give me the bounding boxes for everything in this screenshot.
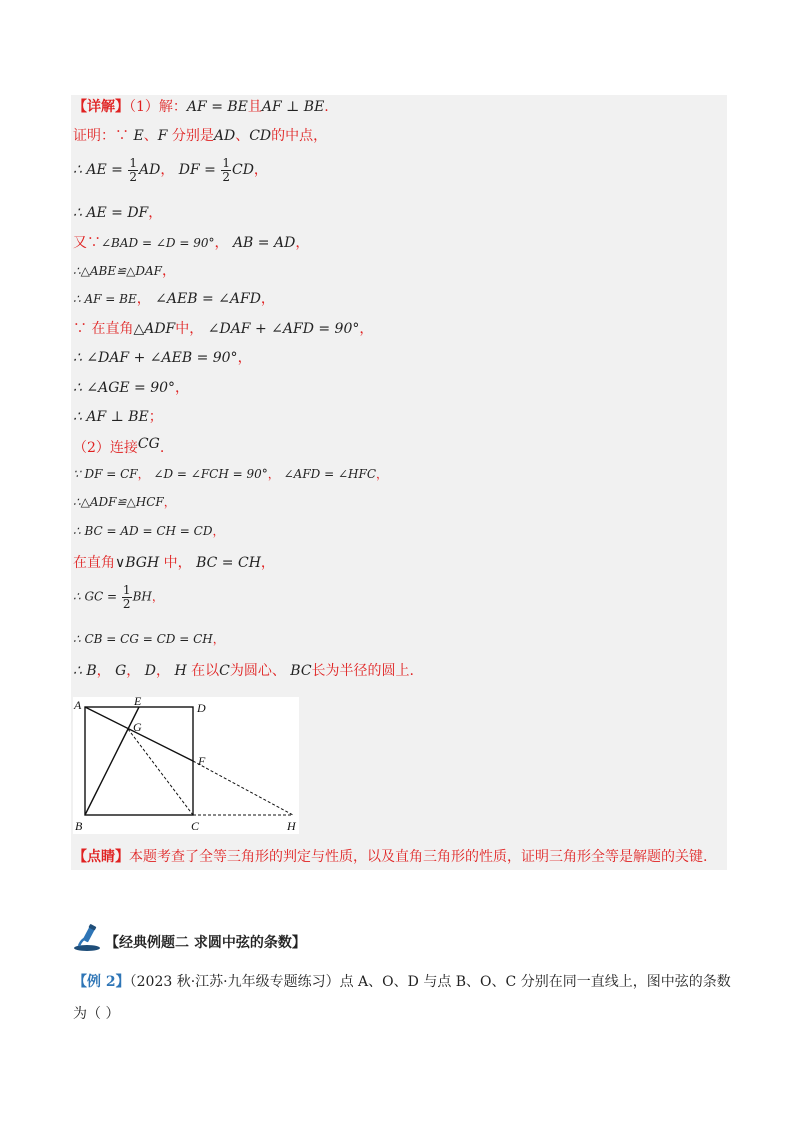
bgh-mid: 中， [163, 555, 192, 571]
ae-sep: ， [160, 162, 175, 179]
ae-df-half-line [73, 157, 268, 183]
angle-age-line [73, 381, 189, 395]
proof-end: 的中点， [271, 128, 328, 144]
right-triangle-adf-line [73, 322, 373, 336]
ae-lhs: ∴ AE = [73, 162, 123, 179]
gc-lhs: ∴ GC = [73, 589, 118, 604]
ae-eq-df-end: ， [148, 205, 163, 221]
af-perp-be-end: ； [148, 409, 163, 425]
ae-eq-df: ∴ AE = DF [73, 205, 149, 221]
label-a: A [74, 698, 82, 712]
bc-eq-ch: BC = CH [196, 555, 261, 571]
part1-prefix: （1）解： [129, 99, 187, 115]
df-cf-sep1: ， [137, 467, 150, 481]
df-eq-cf: ∵ DF = CF [73, 467, 138, 481]
comment-tag: 【点睛】 [73, 849, 129, 865]
bc-eq-line [73, 525, 224, 537]
part1-conj: 且 [247, 99, 262, 115]
part1-answer-b: AF ⊥ BE [261, 99, 325, 115]
part2-prefix: （2）连接 [73, 440, 138, 456]
segment-be [85, 707, 139, 815]
segment-af [85, 707, 193, 761]
congruence-1-line [73, 264, 176, 278]
label-f: F [198, 754, 206, 768]
df-cf-line [73, 468, 388, 480]
part2-end: . [159, 440, 165, 456]
segment-gc [128, 729, 193, 815]
rt-mid: 中， [175, 321, 204, 337]
bc-eq-chain: ∴ BC = AD = CH = CD [73, 524, 213, 538]
label-g: G [133, 720, 142, 734]
df-lhs: DF = [178, 162, 216, 179]
angle-sum: ∴ ∠DAF + ∠AEB = 90° [73, 350, 238, 366]
example-line-2 [73, 1003, 119, 1023]
frac1-den: 2 [129, 169, 137, 184]
right-triangle-bgh-line [73, 556, 275, 570]
proof-ad: AD [213, 128, 236, 144]
gc-half-line [73, 584, 164, 610]
part1-end: . [324, 99, 329, 115]
proof-f: F [157, 128, 168, 144]
af-be-sep: ， [136, 291, 151, 307]
final-sep2: ， [126, 663, 141, 679]
you-end: ， [295, 235, 310, 251]
ae-rhs: AD [138, 162, 161, 179]
bgh-end: ， [260, 555, 275, 571]
geometry-figure [73, 697, 299, 834]
df-rhs: CD [231, 162, 254, 179]
segment-fh [193, 761, 293, 815]
proof-cd: CD [249, 128, 272, 144]
rt-triangle: △ADF [133, 321, 176, 337]
af-be-end: ， [260, 291, 275, 307]
final-h: H [174, 663, 187, 679]
final-bc: BC [290, 663, 312, 679]
you-math2: AB = AD [232, 235, 296, 251]
final-g: G [115, 663, 127, 679]
comment-text: 本题考查了全等三角形的判定与性质，以及直角三角形的性质，证明三角形全等是解题的关键. [129, 849, 708, 865]
example-text-2: 为（ ） [73, 1006, 120, 1022]
you-prefix: 又∵ [73, 235, 101, 251]
comment-line [73, 850, 707, 864]
part2-cg: CG [137, 436, 160, 452]
df-cf-end: ， [376, 467, 389, 481]
ae-eq-df-line [73, 206, 162, 220]
af-be-line [73, 292, 275, 306]
angle-sum-line [73, 351, 252, 365]
example-tag: 【例 2】 [73, 974, 130, 990]
example-line-1 [73, 971, 731, 991]
label-e: E [134, 697, 142, 708]
frac3-num: 1 [122, 583, 131, 597]
label-c: C [191, 819, 200, 833]
part1-answer-a: AF = BE [186, 99, 248, 115]
frac1-num: 1 [129, 156, 137, 170]
final-c: C [219, 663, 230, 679]
bc-eq-end: ， [212, 524, 225, 538]
rt-prefix: ∵ 在直角 [73, 321, 134, 337]
label-d: D [197, 701, 206, 715]
fraction-half-1 [128, 157, 138, 183]
cb-eq-end: ， [212, 632, 225, 646]
angle-d-fch: ∠D = ∠FCH = 90° [153, 467, 268, 481]
final-d: D [144, 663, 156, 679]
geometry-svg [73, 697, 299, 834]
frac2-den: 2 [222, 169, 230, 184]
proof-mid: 分别是 [171, 128, 214, 144]
solution-tag: 【详解】 [73, 99, 129, 115]
solution-part1-line [73, 100, 329, 114]
final-b: ∴ B [73, 663, 97, 679]
section-title-row [73, 924, 306, 952]
frac3-den: 2 [122, 596, 131, 611]
angle-aeb-afd: ∠AEB = ∠AFD [155, 291, 261, 307]
congruence-2-line [73, 496, 176, 508]
bgh-prefix: 在直角 [73, 555, 115, 571]
part2-line [73, 436, 165, 456]
you-line [73, 236, 309, 250]
final-text2: 为圆心、 [229, 663, 286, 679]
you-math1: ∠BAD = ∠D = 90° [101, 236, 215, 250]
rt-end: ， [359, 321, 374, 337]
cb-eq-chain: ∴ CB = CG = CD = CH [73, 632, 213, 646]
af-eq-be: ∴ AF = BE [73, 292, 137, 306]
rt-math: ∠DAF + ∠AFD = 90° [207, 321, 360, 337]
conclusion-line [73, 664, 414, 678]
perpendicular-line [73, 410, 163, 424]
df-cf-sep2: ， [267, 467, 280, 481]
ae-end: ， [253, 162, 268, 179]
bgh-triangle: ∨BGH [115, 555, 160, 571]
section-title: 【经典例题二 求圆中弦的条数】 [105, 935, 306, 951]
proof-prefix: 证明：∵ [73, 128, 129, 144]
congruence-1: ∴△ABE≌△DAF [73, 264, 163, 278]
final-sep3: ， [155, 663, 170, 679]
final-text1: 在以 [191, 663, 220, 679]
label-h: H [287, 819, 296, 833]
gc-end: ， [151, 589, 164, 604]
proof-sep2: 、 [235, 128, 250, 144]
fraction-half-2 [221, 157, 231, 183]
microscope-icon [73, 924, 103, 952]
congruence-2-end: ， [163, 495, 176, 509]
you-sep: ， [214, 235, 229, 251]
cb-eq-line [73, 633, 225, 645]
proof-line [73, 129, 327, 143]
example-text-1: （2023 秋·江苏·九年级专题练习）点 A、O、D 与点 B、O、C 分别在同一直线上，图中弦的条数 [129, 974, 731, 990]
af-perp-be: ∴ AF ⊥ BE [73, 409, 149, 425]
fraction-half-3 [122, 584, 132, 610]
angle-age-end: ， [175, 380, 190, 396]
angle-sum-end: ， [237, 350, 252, 366]
angle-afd-hfc: ∠AFD = ∠HFC [283, 467, 377, 481]
congruence-2: ∴△ADF≌△HCF [73, 495, 164, 509]
final-text3: 长为半径的圆上. [311, 663, 414, 679]
proof-sep1: 、 [143, 128, 158, 144]
final-sep1: ， [96, 663, 111, 679]
congruence-1-end: ， [162, 263, 177, 279]
angle-age: ∴ ∠AGE = 90° [73, 380, 176, 396]
frac2-num: 1 [222, 156, 230, 170]
label-b: B [75, 819, 83, 833]
proof-e: E [133, 128, 144, 144]
gc-rhs: BH [132, 589, 152, 604]
